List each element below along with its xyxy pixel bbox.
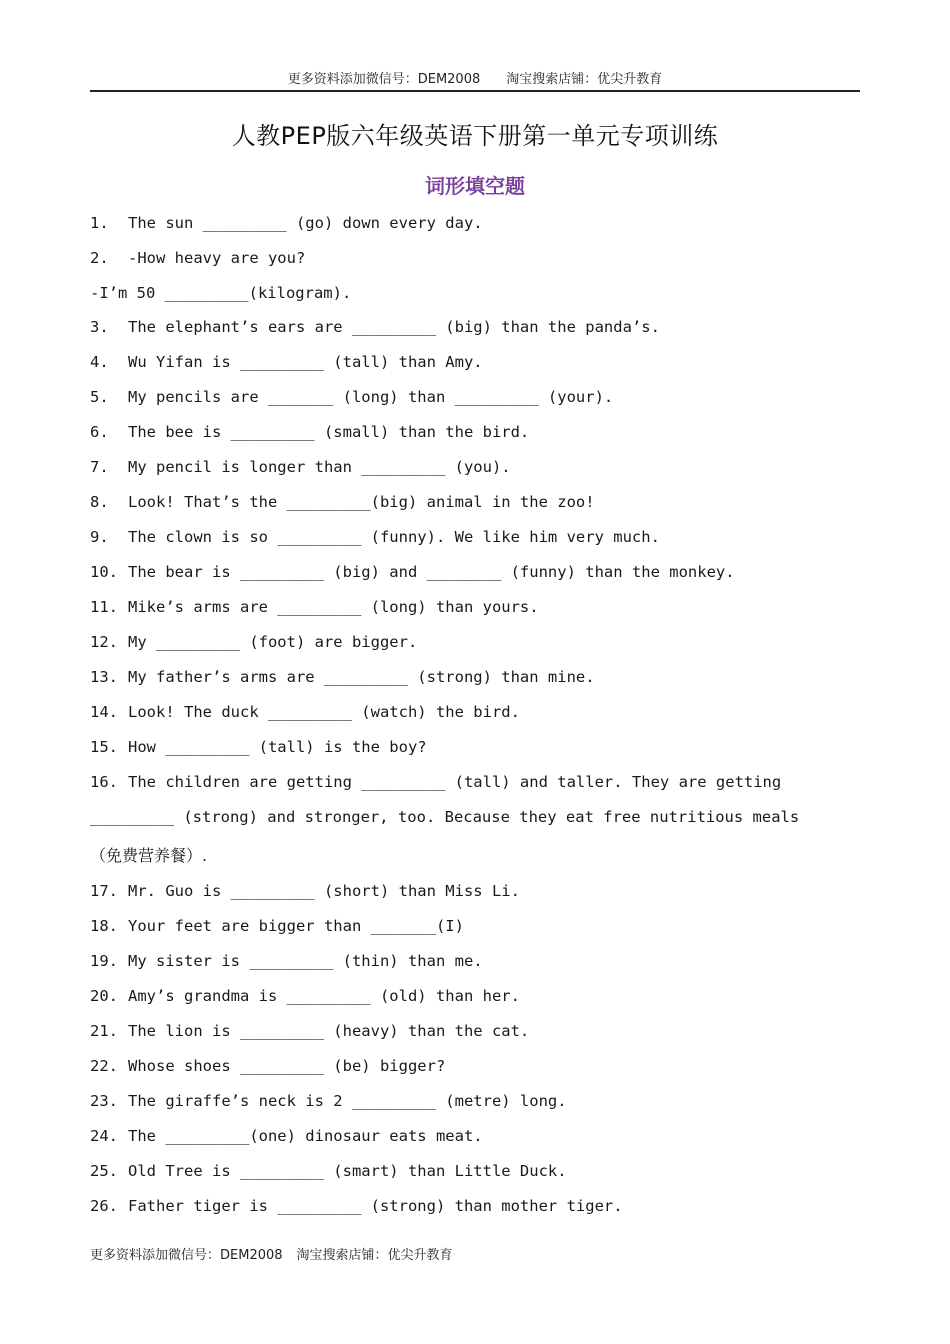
exercise-line: [90, 944, 860, 979]
exercise-line: [90, 765, 860, 800]
item-number: 21.: [90, 1022, 118, 1040]
exercise-line: [90, 415, 860, 450]
item-text: The bee is _________ (small) than the bird.: [128, 423, 530, 441]
item-number: 15.: [90, 738, 118, 756]
header-taobao: 淘宝搜索店铺：优尖升教育: [506, 72, 663, 87]
item-number: 8.: [90, 493, 109, 511]
exercise-line: [90, 485, 860, 520]
item-number: 10.: [90, 563, 118, 581]
item-number: 20.: [90, 987, 118, 1005]
exercise-line: [90, 874, 860, 909]
exercise-line: [90, 909, 860, 944]
item-number: 14.: [90, 703, 118, 721]
item-text: My father’s arms are _________ (strong) than mine.: [128, 668, 595, 686]
page-title: 人教PEP版六年级英语下册第一单元专项训练: [231, 122, 719, 150]
item-text: The elephant’s ears are _________ (big) than the panda’s.: [128, 318, 660, 336]
item-number: 22.: [90, 1057, 118, 1075]
item-text: Look! The duck _________ (watch) the bird.: [128, 703, 520, 721]
exercise-list: [90, 206, 860, 1224]
header-rule: [90, 90, 860, 92]
item-text: _________ (strong) and stronger, too. Because they eat free nutritious meals: [90, 808, 800, 826]
item-number: 12.: [90, 633, 118, 651]
exercise-line: [90, 450, 860, 485]
exercise-line: [90, 555, 860, 590]
exercise-line: [90, 660, 860, 695]
exercise-line: [90, 520, 860, 555]
exercise-line: [90, 1014, 860, 1049]
exercise-line: [90, 1084, 860, 1119]
exercise-line: [90, 1119, 860, 1154]
page-header: [90, 68, 860, 90]
item-number: 6.: [90, 423, 109, 441]
item-number: 5.: [90, 388, 109, 406]
item-number: 19.: [90, 952, 118, 970]
item-text: The bear is _________ (big) and ________ (funny) than the monkey.: [128, 563, 735, 581]
exercise-line: [90, 625, 860, 660]
exercise-line: [90, 206, 860, 241]
item-number: 2.: [90, 249, 109, 267]
item-text: Old Tree is _________ (smart) than Little Duck.: [128, 1162, 567, 1180]
page-footer: [90, 1244, 453, 1263]
exercise-line: [90, 800, 860, 834]
exercise-line: [90, 380, 860, 415]
item-text: -I’m 50 _________(kilogram).: [90, 284, 352, 302]
item-number: 9.: [90, 528, 109, 546]
item-number: 17.: [90, 882, 118, 900]
item-number: 18.: [90, 917, 118, 935]
item-text: The lion is _________ (heavy) than the cat.: [128, 1022, 530, 1040]
item-number: 4.: [90, 353, 109, 371]
item-text: Mr. Guo is _________ (short) than Miss Li.: [128, 882, 520, 900]
item-number: 3.: [90, 318, 109, 336]
item-text: The clown is so _________ (funny). We like him very much.: [128, 528, 660, 546]
exercise-cn-note: （免费营养餐）.: [90, 846, 208, 865]
exercise-line: [90, 1154, 860, 1189]
item-text: My _________ (foot) are bigger.: [128, 633, 418, 651]
item-number: 26.: [90, 1197, 118, 1215]
item-text: Wu Yifan is _________ (tall) than Amy.: [128, 353, 483, 371]
exercise-line: [90, 241, 860, 276]
exercise-line: [90, 276, 860, 310]
item-text: Amy’s grandma is _________ (old) than her.: [128, 987, 520, 1005]
item-text: Father tiger is _________ (strong) than mother tiger.: [128, 1197, 623, 1215]
item-text: The _________(one) dinosaur eats meat.: [128, 1127, 483, 1145]
exercise-line: [90, 979, 860, 1014]
item-number: 25.: [90, 1162, 118, 1180]
item-text: Look! That’s the _________(big) animal in the zoo!: [128, 493, 595, 511]
item-text: Mike’s arms are _________ (long) than yours.: [128, 598, 539, 616]
item-number: 23.: [90, 1092, 118, 1110]
item-number: 1.: [90, 214, 109, 232]
item-number: 13.: [90, 668, 118, 686]
footer-taobao: 淘宝搜索店铺：优尖升教育: [296, 1248, 453, 1263]
exercise-line: [90, 730, 860, 765]
item-text: My pencils are _______ (long) than _________ (your).: [128, 388, 614, 406]
footer-wechat: 更多资料添加微信号：DEM2008: [90, 1248, 283, 1263]
exercise-line: [90, 310, 860, 345]
header-wechat: 更多资料添加微信号：DEM2008: [287, 72, 481, 87]
item-number: 7.: [90, 458, 109, 476]
exercise-line: [90, 1049, 860, 1084]
item-text: Your feet are bigger than _______(I): [128, 917, 464, 935]
item-text: How _________ (tall) is the boy?: [128, 738, 427, 756]
item-text: Whose shoes _________ (be) bigger?: [128, 1057, 446, 1075]
item-text: My sister is _________ (thin) than me.: [128, 952, 483, 970]
item-text: My pencil is longer than _________ (you).: [128, 458, 511, 476]
exercise-line: [90, 1189, 860, 1224]
item-number: 11.: [90, 598, 118, 616]
exercise-line: [90, 590, 860, 625]
item-text: The giraffe’s neck is 2 _________ (metre) long.: [128, 1092, 567, 1110]
item-number: 16.: [90, 773, 118, 791]
exercise-line: [90, 345, 860, 380]
exercise-line: [90, 695, 860, 730]
item-text: The children are getting _________ (tall) and taller. They are getting: [128, 773, 782, 791]
item-text: -How heavy are you?: [128, 249, 306, 267]
section-subtitle: 词形填空题: [425, 174, 525, 198]
item-text: The sun _________ (go) down every day.: [128, 214, 483, 232]
item-number: 24.: [90, 1127, 118, 1145]
